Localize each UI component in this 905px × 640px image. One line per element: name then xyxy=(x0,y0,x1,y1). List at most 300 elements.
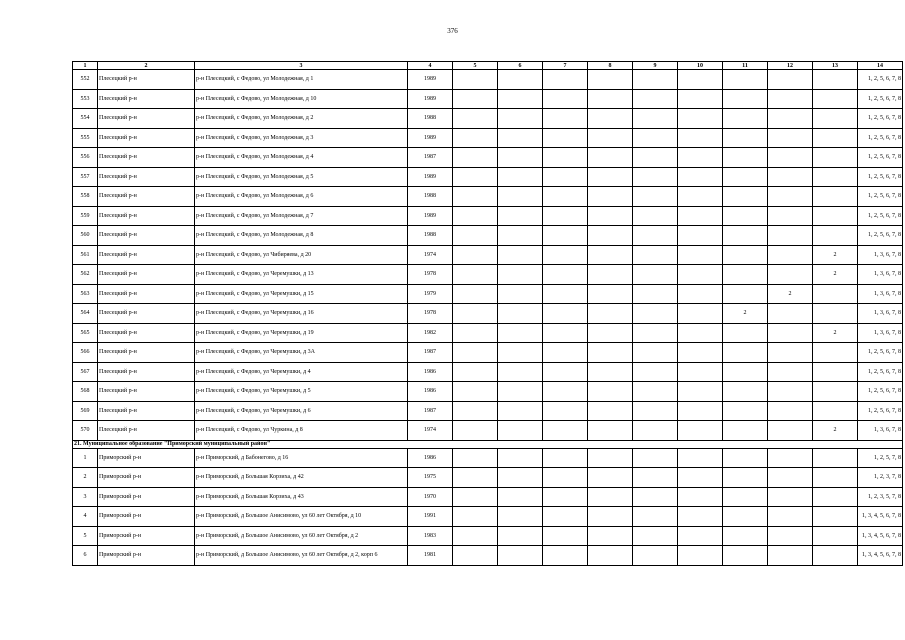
col6-cell xyxy=(498,323,543,343)
address-cell: р-н Приморский, д Большое Анисимово, ул 60 лет Октября, д 2, корп 6 xyxy=(195,546,408,566)
col7-cell xyxy=(543,507,588,527)
col8-cell xyxy=(588,362,633,382)
col11-cell xyxy=(723,323,768,343)
section-title: 21. Муниципальное образование "Приморский муниципальный район" xyxy=(73,440,903,448)
codes-cell: 1, 2, 5, 6, 7, 8 xyxy=(858,148,903,168)
col12-cell xyxy=(768,128,813,148)
table-row xyxy=(73,226,903,246)
district-cell: Плесецкий р-н xyxy=(98,148,195,168)
data-table xyxy=(72,61,903,566)
year-cell: 1989 xyxy=(408,128,453,148)
col10-cell xyxy=(678,265,723,285)
row-number-cell: 563 xyxy=(73,284,98,304)
col10-cell xyxy=(678,304,723,324)
col8-cell xyxy=(588,128,633,148)
col13-cell xyxy=(813,343,858,363)
col7-cell xyxy=(543,284,588,304)
district-cell: Плесецкий р-н xyxy=(98,70,195,90)
address-cell: р-н Приморский, д Большая Корзиха, д 42 xyxy=(195,468,408,488)
year-cell: 1983 xyxy=(408,526,453,546)
year-cell: 1986 xyxy=(408,362,453,382)
col6-cell xyxy=(498,507,543,527)
codes-cell: 1, 3, 6, 7, 8 xyxy=(858,421,903,441)
col6-cell xyxy=(498,148,543,168)
table-row xyxy=(73,304,903,324)
col10-cell xyxy=(678,343,723,363)
col13-cell xyxy=(813,507,858,527)
col12-cell xyxy=(768,167,813,187)
year-cell: 1978 xyxy=(408,265,453,285)
col10-cell xyxy=(678,546,723,566)
address-cell: р-н Плесецкий, с Федово, ул Черемушки, д 19 xyxy=(195,323,408,343)
address-cell: р-н Плесецкий, с Федово, ул Молодежная, д 2 xyxy=(195,109,408,129)
year-cell: 1979 xyxy=(408,284,453,304)
col5-cell xyxy=(453,448,498,468)
col13-cell xyxy=(813,546,858,566)
col9-cell xyxy=(633,343,678,363)
col12-cell xyxy=(768,507,813,527)
col5-cell xyxy=(453,304,498,324)
col6-cell xyxy=(498,226,543,246)
col8-cell xyxy=(588,109,633,129)
col13-cell: 2 xyxy=(813,265,858,285)
col11-cell xyxy=(723,265,768,285)
col13-cell xyxy=(813,526,858,546)
year-cell: 1982 xyxy=(408,323,453,343)
col13-cell xyxy=(813,362,858,382)
col5-cell xyxy=(453,401,498,421)
col7-cell xyxy=(543,546,588,566)
col11-cell xyxy=(723,187,768,207)
col8-cell xyxy=(588,70,633,90)
col13-cell xyxy=(813,284,858,304)
table-row xyxy=(73,245,903,265)
table-row xyxy=(73,323,903,343)
col13-cell: 2 xyxy=(813,421,858,441)
col13-cell xyxy=(813,128,858,148)
col6-cell xyxy=(498,206,543,226)
col-header: 10 xyxy=(678,62,723,70)
col6-cell xyxy=(498,343,543,363)
address-cell: р-н Плесецкий, с Федово, ул Черемушки, д 5 xyxy=(195,382,408,402)
col9-cell xyxy=(633,265,678,285)
row-number-cell: 6 xyxy=(73,546,98,566)
col11-cell xyxy=(723,487,768,507)
col6-cell xyxy=(498,187,543,207)
district-cell: Приморский р-н xyxy=(98,526,195,546)
district-cell: Плесецкий р-н xyxy=(98,421,195,441)
table-row xyxy=(73,70,903,90)
col13-cell xyxy=(813,167,858,187)
col5-cell xyxy=(453,382,498,402)
table-row xyxy=(73,284,903,304)
col9-cell xyxy=(633,468,678,488)
col13-cell xyxy=(813,468,858,488)
col-header: 9 xyxy=(633,62,678,70)
col10-cell xyxy=(678,382,723,402)
col7-cell xyxy=(543,109,588,129)
col8-cell xyxy=(588,382,633,402)
col11-cell xyxy=(723,421,768,441)
col12-cell xyxy=(768,487,813,507)
year-cell: 1986 xyxy=(408,382,453,402)
district-cell: Плесецкий р-н xyxy=(98,265,195,285)
table-row xyxy=(73,206,903,226)
col10-cell xyxy=(678,487,723,507)
col7-cell xyxy=(543,468,588,488)
col-header: 12 xyxy=(768,62,813,70)
col5-cell xyxy=(453,507,498,527)
codes-cell: 1, 2, 5, 6, 7, 8 xyxy=(858,362,903,382)
col7-cell xyxy=(543,487,588,507)
col8-cell xyxy=(588,546,633,566)
codes-cell: 1, 2, 5, 6, 7, 8 xyxy=(858,167,903,187)
table-row xyxy=(73,148,903,168)
table-row xyxy=(73,507,903,527)
col8-cell xyxy=(588,343,633,363)
col7-cell xyxy=(543,148,588,168)
section-row xyxy=(73,440,903,448)
col11-cell xyxy=(723,382,768,402)
col13-cell xyxy=(813,109,858,129)
address-cell: р-н Плесецкий, с Федово, ул Чуркина, д 8 xyxy=(195,421,408,441)
col11-cell: 2 xyxy=(723,304,768,324)
district-cell: Приморский р-н xyxy=(98,468,195,488)
col8-cell xyxy=(588,421,633,441)
district-cell: Приморский р-н xyxy=(98,546,195,566)
address-cell: р-н Плесецкий, с Федово, ул Черемушки, д 15 xyxy=(195,284,408,304)
codes-cell: 1, 3, 4, 5, 6, 7, 8 xyxy=(858,507,903,527)
col11-cell xyxy=(723,362,768,382)
col8-cell xyxy=(588,284,633,304)
table-row xyxy=(73,382,903,402)
col9-cell xyxy=(633,245,678,265)
year-cell: 1987 xyxy=(408,401,453,421)
address-cell: р-н Приморский, д Большое Анисимово, ул 60 лет Октября, д 10 xyxy=(195,507,408,527)
address-cell: р-н Плесецкий, с Федово, ул Молодежная, д 5 xyxy=(195,167,408,187)
col6-cell xyxy=(498,284,543,304)
col-header: 5 xyxy=(453,62,498,70)
col11-cell xyxy=(723,448,768,468)
col10-cell xyxy=(678,468,723,488)
address-cell: р-н Плесецкий, с Федово, ул Черемушки, д 13 xyxy=(195,265,408,285)
year-cell: 1987 xyxy=(408,343,453,363)
col12-cell xyxy=(768,526,813,546)
col9-cell xyxy=(633,284,678,304)
district-cell: Приморский р-н xyxy=(98,507,195,527)
row-number-cell: 561 xyxy=(73,245,98,265)
col-header: 2 xyxy=(98,62,195,70)
table-row xyxy=(73,448,903,468)
col10-cell xyxy=(678,448,723,468)
page-number: 376 xyxy=(447,27,458,35)
district-cell: Плесецкий р-н xyxy=(98,284,195,304)
col5-cell xyxy=(453,487,498,507)
row-number-cell: 552 xyxy=(73,70,98,90)
col12-cell xyxy=(768,304,813,324)
col12-cell xyxy=(768,89,813,109)
table-row xyxy=(73,265,903,285)
col5-cell xyxy=(453,323,498,343)
col12-cell xyxy=(768,265,813,285)
district-cell: Плесецкий р-н xyxy=(98,109,195,129)
table-row xyxy=(73,546,903,566)
col10-cell xyxy=(678,226,723,246)
codes-cell: 1, 2, 5, 7, 8 xyxy=(858,448,903,468)
col10-cell xyxy=(678,89,723,109)
table-row xyxy=(73,89,903,109)
address-cell: р-н Плесецкий, с Федово, ул Молодежная, д 1 xyxy=(195,70,408,90)
row-number-cell: 565 xyxy=(73,323,98,343)
col10-cell xyxy=(678,148,723,168)
col10-cell xyxy=(678,187,723,207)
codes-cell: 1, 3, 4, 5, 6, 7, 8 xyxy=(858,526,903,546)
col8-cell xyxy=(588,323,633,343)
row-number-cell: 555 xyxy=(73,128,98,148)
row-number-cell: 554 xyxy=(73,109,98,129)
year-cell: 1978 xyxy=(408,304,453,324)
codes-cell: 1, 2, 3, 5, 7, 8 xyxy=(858,487,903,507)
year-cell: 1989 xyxy=(408,70,453,90)
col6-cell xyxy=(498,448,543,468)
district-cell: Плесецкий р-н xyxy=(98,362,195,382)
row-number-cell: 564 xyxy=(73,304,98,324)
col9-cell xyxy=(633,70,678,90)
col13-cell xyxy=(813,226,858,246)
codes-cell: 1, 3, 6, 7, 8 xyxy=(858,304,903,324)
district-cell: Плесецкий р-н xyxy=(98,343,195,363)
col13-cell xyxy=(813,70,858,90)
col11-cell xyxy=(723,167,768,187)
address-cell: р-н Плесецкий, с Федово, ул Чибиряева, д 20 xyxy=(195,245,408,265)
address-cell: р-н Плесецкий, с Федово, ул Черемушки, д 3А xyxy=(195,343,408,363)
col12-cell xyxy=(768,546,813,566)
col9-cell xyxy=(633,323,678,343)
col9-cell xyxy=(633,89,678,109)
codes-cell: 1, 2, 5, 6, 7, 8 xyxy=(858,187,903,207)
col12-cell xyxy=(768,226,813,246)
col10-cell xyxy=(678,362,723,382)
col5-cell xyxy=(453,546,498,566)
col11-cell xyxy=(723,226,768,246)
col7-cell xyxy=(543,382,588,402)
header-row xyxy=(73,62,903,70)
col7-cell xyxy=(543,265,588,285)
col11-cell xyxy=(723,343,768,363)
col8-cell xyxy=(588,448,633,468)
year-cell: 1988 xyxy=(408,109,453,129)
row-number-cell: 562 xyxy=(73,265,98,285)
col5-cell xyxy=(453,187,498,207)
district-cell: Плесецкий р-н xyxy=(98,206,195,226)
col7-cell xyxy=(543,70,588,90)
col11-cell xyxy=(723,401,768,421)
col10-cell xyxy=(678,507,723,527)
codes-cell: 1, 2, 5, 6, 7, 8 xyxy=(858,109,903,129)
table-row xyxy=(73,487,903,507)
col10-cell xyxy=(678,526,723,546)
col6-cell xyxy=(498,109,543,129)
codes-cell: 1, 3, 6, 7, 8 xyxy=(858,265,903,285)
col7-cell xyxy=(543,421,588,441)
col12-cell xyxy=(768,109,813,129)
district-cell: Плесецкий р-н xyxy=(98,226,195,246)
col7-cell xyxy=(543,362,588,382)
codes-cell: 1, 3, 6, 7, 8 xyxy=(858,245,903,265)
codes-cell: 1, 2, 5, 6, 7, 8 xyxy=(858,226,903,246)
address-cell: р-н Приморский, д Бабонегово, д 16 xyxy=(195,448,408,468)
col6-cell xyxy=(498,128,543,148)
col-header: 7 xyxy=(543,62,588,70)
col5-cell xyxy=(453,421,498,441)
col7-cell xyxy=(543,245,588,265)
codes-cell: 1, 3, 6, 7, 8 xyxy=(858,323,903,343)
col9-cell xyxy=(633,526,678,546)
col10-cell xyxy=(678,401,723,421)
table-row xyxy=(73,362,903,382)
district-cell: Приморский р-н xyxy=(98,487,195,507)
col13-cell xyxy=(813,187,858,207)
col13-cell xyxy=(813,487,858,507)
col8-cell xyxy=(588,187,633,207)
year-cell: 1970 xyxy=(408,487,453,507)
col8-cell xyxy=(588,487,633,507)
col10-cell xyxy=(678,245,723,265)
col6-cell xyxy=(498,89,543,109)
col12-cell xyxy=(768,362,813,382)
col11-cell xyxy=(723,526,768,546)
col6-cell xyxy=(498,70,543,90)
col9-cell xyxy=(633,167,678,187)
col-header: 14 xyxy=(858,62,903,70)
col9-cell xyxy=(633,448,678,468)
col8-cell xyxy=(588,89,633,109)
codes-cell: 1, 2, 5, 6, 7, 8 xyxy=(858,128,903,148)
col11-cell xyxy=(723,245,768,265)
codes-cell: 1, 2, 5, 6, 7, 8 xyxy=(858,401,903,421)
col12-cell xyxy=(768,343,813,363)
col7-cell xyxy=(543,226,588,246)
row-number-cell: 560 xyxy=(73,226,98,246)
col13-cell: 2 xyxy=(813,323,858,343)
col-header: 6 xyxy=(498,62,543,70)
col12-cell xyxy=(768,187,813,207)
col9-cell xyxy=(633,206,678,226)
col6-cell xyxy=(498,421,543,441)
district-cell: Плесецкий р-н xyxy=(98,187,195,207)
codes-cell: 1, 2, 5, 6, 7, 8 xyxy=(858,89,903,109)
row-number-cell: 4 xyxy=(73,507,98,527)
table-row xyxy=(73,187,903,207)
col9-cell xyxy=(633,362,678,382)
col11-cell xyxy=(723,128,768,148)
col12-cell: 2 xyxy=(768,284,813,304)
table-row xyxy=(73,526,903,546)
row-number-cell: 568 xyxy=(73,382,98,402)
col7-cell xyxy=(543,128,588,148)
col9-cell xyxy=(633,187,678,207)
col7-cell xyxy=(543,304,588,324)
table-row xyxy=(73,401,903,421)
row-number-cell: 557 xyxy=(73,167,98,187)
col8-cell xyxy=(588,526,633,546)
col10-cell xyxy=(678,206,723,226)
col12-cell xyxy=(768,468,813,488)
col-header: 1 xyxy=(73,62,98,70)
col5-cell xyxy=(453,245,498,265)
col7-cell xyxy=(543,187,588,207)
col6-cell xyxy=(498,382,543,402)
row-number-cell: 570 xyxy=(73,421,98,441)
col5-cell xyxy=(453,468,498,488)
col12-cell xyxy=(768,382,813,402)
col7-cell xyxy=(543,206,588,226)
col5-cell xyxy=(453,89,498,109)
district-cell: Плесецкий р-н xyxy=(98,304,195,324)
col9-cell xyxy=(633,546,678,566)
col7-cell xyxy=(543,323,588,343)
year-cell: 1991 xyxy=(408,507,453,527)
address-cell: р-н Плесецкий, с Федово, ул Черемушки, д 4 xyxy=(195,362,408,382)
year-cell: 1989 xyxy=(408,206,453,226)
row-number-cell: 1 xyxy=(73,448,98,468)
col13-cell xyxy=(813,448,858,468)
row-number-cell: 5 xyxy=(73,526,98,546)
col10-cell xyxy=(678,128,723,148)
col11-cell xyxy=(723,468,768,488)
col9-cell xyxy=(633,507,678,527)
col8-cell xyxy=(588,265,633,285)
col6-cell xyxy=(498,265,543,285)
col11-cell xyxy=(723,109,768,129)
address-cell: р-н Плесецкий, с Федово, ул Молодежная, д 3 xyxy=(195,128,408,148)
row-number-cell: 556 xyxy=(73,148,98,168)
col9-cell xyxy=(633,109,678,129)
col6-cell xyxy=(498,304,543,324)
year-cell: 1989 xyxy=(408,167,453,187)
col-header: 8 xyxy=(588,62,633,70)
table-row xyxy=(73,128,903,148)
codes-cell: 1, 3, 4, 5, 6, 7, 8 xyxy=(858,546,903,566)
year-cell: 1988 xyxy=(408,226,453,246)
col12-cell xyxy=(768,148,813,168)
col10-cell xyxy=(678,323,723,343)
col9-cell xyxy=(633,226,678,246)
col10-cell xyxy=(678,421,723,441)
col9-cell xyxy=(633,401,678,421)
col5-cell xyxy=(453,265,498,285)
col7-cell xyxy=(543,343,588,363)
codes-cell: 1, 3, 6, 7, 8 xyxy=(858,284,903,304)
col12-cell xyxy=(768,245,813,265)
year-cell: 1986 xyxy=(408,448,453,468)
codes-cell: 1, 2, 5, 6, 7, 8 xyxy=(858,70,903,90)
col6-cell xyxy=(498,362,543,382)
col-header: 4 xyxy=(408,62,453,70)
col-header: 11 xyxy=(723,62,768,70)
district-cell: Плесецкий р-н xyxy=(98,382,195,402)
col8-cell xyxy=(588,226,633,246)
table-row xyxy=(73,109,903,129)
col-header: 13 xyxy=(813,62,858,70)
col7-cell xyxy=(543,526,588,546)
address-cell: р-н Плесецкий, с Федово, ул Молодежная, д 6 xyxy=(195,187,408,207)
col9-cell xyxy=(633,128,678,148)
col10-cell xyxy=(678,167,723,187)
address-cell: р-н Плесецкий, с Федово, ул Молодежная, д 4 xyxy=(195,148,408,168)
col8-cell xyxy=(588,507,633,527)
col8-cell xyxy=(588,304,633,324)
